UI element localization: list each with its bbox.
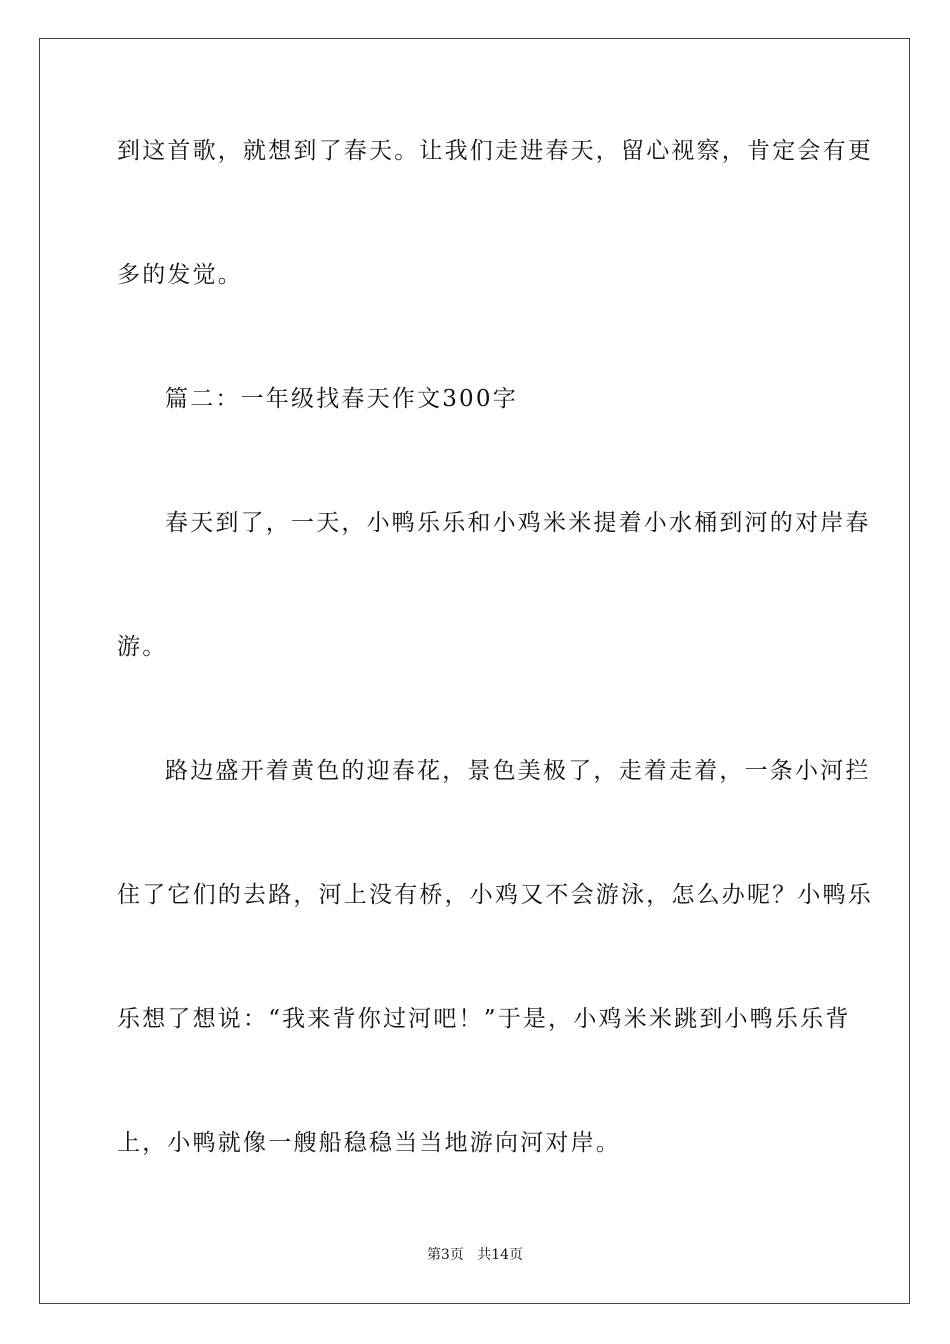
paragraph-line: 路边盛开着黄色的迎春花，景色美极了，走着走着，一条小河拦 bbox=[165, 758, 871, 784]
paragraph-line: 游。 bbox=[117, 634, 168, 660]
paragraph-line: 春天到了，一天，小鸭乐乐和小鸡米米提着小水桶到河的对岸春 bbox=[165, 510, 871, 536]
paragraph-line: 到这首歌，就想到了春天。让我们走进春天，留心视察，肯定会有更 bbox=[117, 138, 873, 164]
page-number: 第3页 bbox=[426, 1247, 464, 1263]
page-frame bbox=[39, 38, 910, 1304]
paragraph-line: 住了它们的去路，河上没有桥，小鸡又不会游泳，怎么办呢？小鸭乐 bbox=[117, 882, 873, 908]
paragraph-line: 乐想了想说：“我来背你过河吧！”于是，小鸡米米跳到小鸭乐乐背 bbox=[117, 1006, 851, 1032]
page-total: 共14页 bbox=[477, 1247, 524, 1263]
page-footer bbox=[0, 1246, 950, 1264]
paragraph-line: 上，小鸭就像一艘船稳稳当当地游向河对岸。 bbox=[117, 1130, 621, 1156]
paragraph-line: 多的发觉。 bbox=[117, 262, 243, 288]
section-heading: 篇二：一年级找春天作文300字 bbox=[165, 386, 518, 412]
